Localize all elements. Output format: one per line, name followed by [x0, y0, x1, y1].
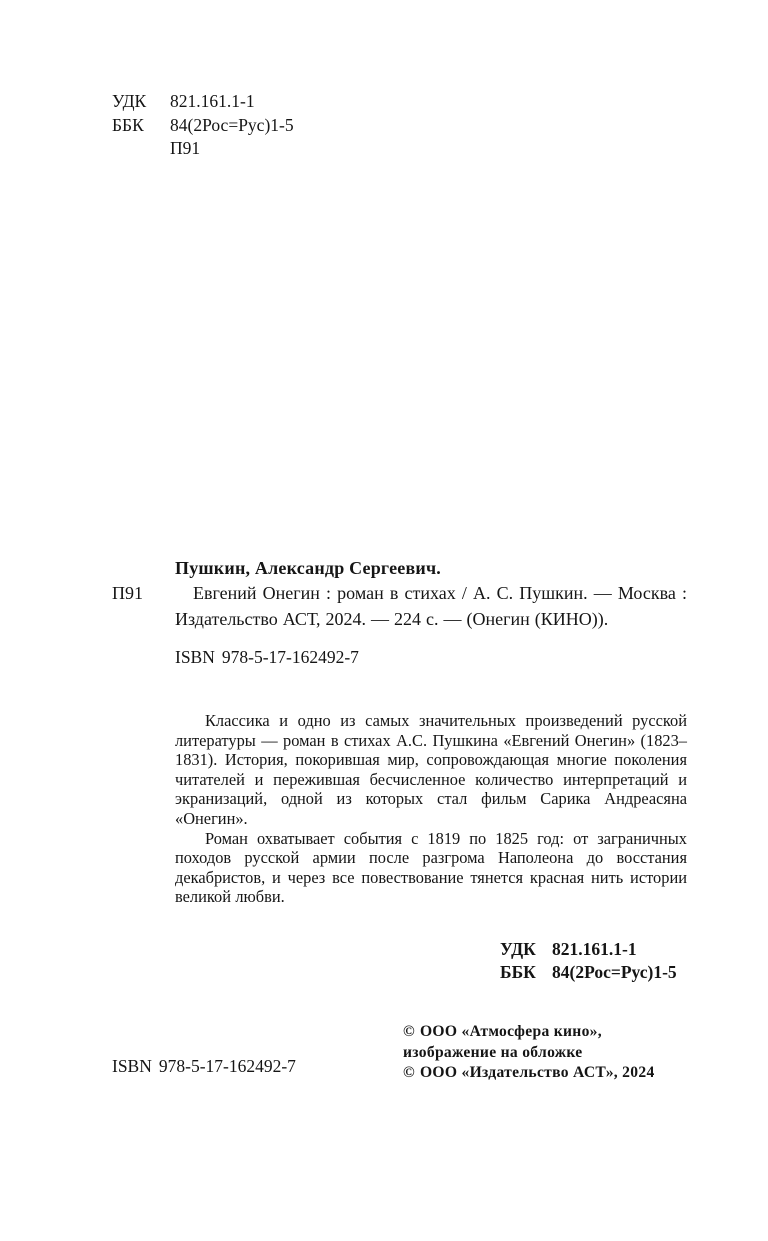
entry-isbn — [175, 646, 687, 668]
annotation-block — [175, 711, 687, 907]
udk-label-top: УДК — [112, 91, 147, 111]
isbn-bottom-label: ISBN — [112, 1056, 152, 1076]
copyright-line-3 — [403, 1063, 655, 1084]
annotation-paragraph-1: Классика и одно из самых значительных произведений русской литературы — роман в стихах А.С. Пушкина «Евгений Онегин» (1823–1831). История, покорившая мир, сопровождающая многие поколения читателей и пережившая бесчисленное количество интерпретаций и экранизаций, одной из которых стал фильм Сарика Андреасяна «Онегин». — [175, 711, 687, 828]
copyright-line-2 — [403, 1043, 655, 1064]
bbk-value-bottom: 84(2Рос=Рус)1-5 — [552, 962, 677, 982]
bbk-label-bottom: ББК — [500, 962, 536, 982]
entry-author: Пушкин, Александр Сергеевич. — [175, 558, 441, 578]
isbn-bottom-value: 978-5-17-162492-7 — [158, 1056, 296, 1076]
copyright-mark-1: © — [403, 1023, 415, 1040]
annotation-paragraph-2: Роман охватывает события с 1819 по 1825 год: от заграничных походов русской армии после разгрома Наполеона до восстания декабристов, и через все повествование тянется красная нить истории великой любви. — [175, 828, 687, 907]
isbn-bottom — [112, 1055, 296, 1077]
classification-block-top — [112, 90, 294, 161]
udk-row-bottom — [500, 938, 677, 961]
udk-value-top: 821.161.1-1 — [170, 91, 255, 111]
bbk-row-bottom — [500, 961, 677, 984]
shelf-mark-row-top — [112, 137, 294, 161]
entry-description — [175, 581, 687, 632]
classification-block-bottom — [500, 938, 677, 984]
copyright-line-3-text: ООО «Издательство АСТ», 2024 — [420, 1064, 655, 1081]
copyright-line-1-text: ООО «Атмосфера кино», — [420, 1023, 602, 1040]
copyright-block — [403, 1022, 655, 1084]
udk-row-top — [112, 90, 294, 114]
entry-description-text: Евгений Онегин : роман в стихах / А. С. Пушкин. — Москва : Издательство АСТ, 2024. — 224 с. — (Онегин (КИНО)). — [175, 583, 687, 629]
bbk-row-top — [112, 114, 294, 138]
entry-isbn-label: ISBN — [175, 647, 215, 667]
udk-label-bottom: УДК — [500, 939, 536, 959]
copyright-mark-2: © — [403, 1064, 415, 1081]
entry-body — [112, 581, 687, 632]
shelf-mark-value-top: П91 — [170, 138, 201, 158]
udk-value-bottom: 821.161.1-1 — [552, 939, 637, 959]
bbk-value-top: 84(2Рос=Рус)1-5 — [170, 114, 294, 135]
copyright-line-2-text: изображение на обложке — [403, 1043, 583, 1061]
bibliographic-entry — [112, 556, 687, 668]
bbk-label-top: ББК — [112, 114, 144, 135]
entry-isbn-value: 978-5-17-162492-7 — [221, 647, 359, 667]
copyright-line-1 — [403, 1022, 655, 1043]
entry-shelf-mark: П91 — [112, 583, 143, 603]
